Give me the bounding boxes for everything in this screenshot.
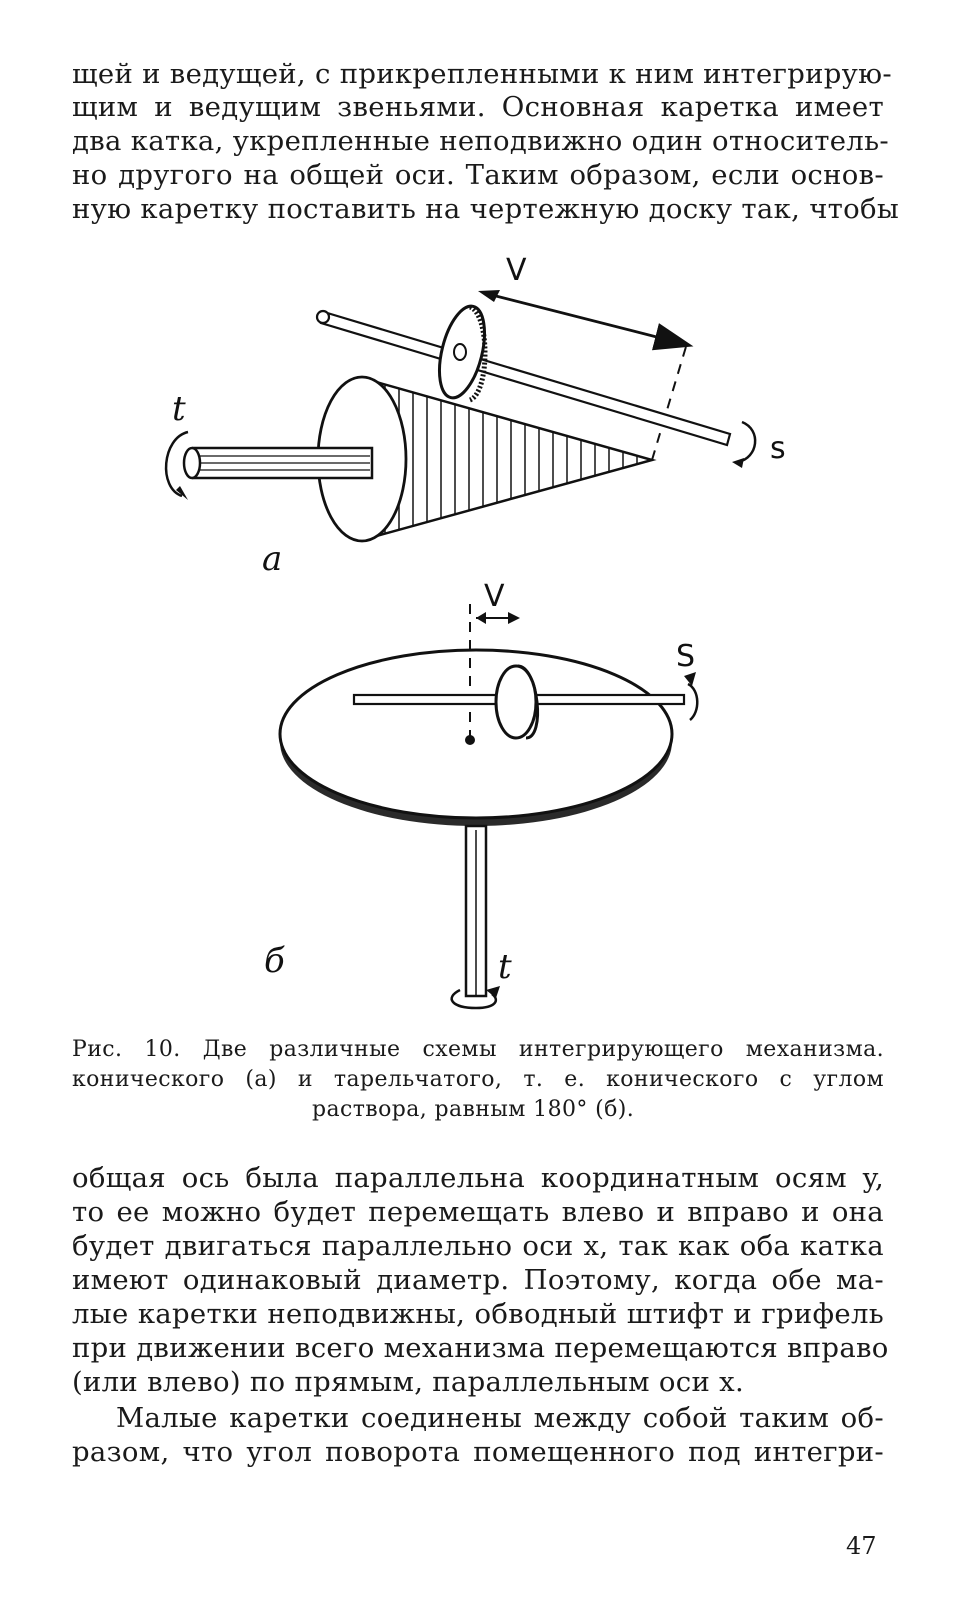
arrow-v-a bbox=[488, 294, 688, 345]
rotation-arrow-s bbox=[738, 422, 755, 462]
text-line: два катка, укрепленные неподвижно один относитель- bbox=[72, 125, 889, 157]
rotation-arrow-s-b bbox=[688, 684, 697, 720]
text-line: будет двигаться параллельно оси x, так как оба катка bbox=[72, 1230, 884, 1262]
plate-disk bbox=[280, 650, 672, 818]
text-line: щим и ведущим звеньями. Основная каретка имеет bbox=[72, 91, 884, 123]
label-t-b: t bbox=[498, 947, 512, 987]
diagram-a-conical bbox=[166, 253, 786, 579]
label-s-b: S bbox=[676, 639, 696, 674]
text-line: разом, что угол поворота помещенного под интегри- bbox=[72, 1436, 884, 1468]
page-number: 47 bbox=[846, 1532, 877, 1560]
caption-line: раствора, равным 180° (б). bbox=[312, 1097, 635, 1122]
label-v-b: V bbox=[484, 579, 505, 614]
text-line: (или влево) по прямым, параллельным оси x. bbox=[72, 1366, 744, 1398]
panel-label-a: а bbox=[262, 539, 283, 579]
label-t-a: t bbox=[172, 389, 186, 429]
text-line: но другого на общей оси. Таким образом, если основ- bbox=[72, 159, 884, 191]
text-line: щей и ведущей, с прикрепленными к ним интегрирую- bbox=[72, 58, 892, 90]
text-line: Малые каретки соединены между собой таким об- bbox=[116, 1402, 884, 1434]
text-line: при движении всего механизма перемещаются вправо bbox=[72, 1332, 889, 1364]
text-line: имеют одинаковый диаметр. Поэтому, когда обе ма- bbox=[72, 1264, 884, 1296]
caption-line: конического (а) и тарельчатого, т. е. конического с углом bbox=[72, 1067, 884, 1092]
caption-line: Рис. 10. Две различные схемы интегрирующего механизма. bbox=[72, 1037, 884, 1062]
label-s-a: s bbox=[770, 431, 786, 466]
diagram-b-plate bbox=[264, 579, 697, 1008]
text-line: ную каретку поставить на чертежную доску так, чтобы bbox=[72, 193, 900, 225]
text-line: то ее можно будет перемещать влево и вправо и она bbox=[72, 1196, 884, 1228]
integrating-wheel-b bbox=[496, 666, 536, 738]
panel-label-b: б bbox=[264, 941, 285, 981]
label-v-a: V bbox=[506, 253, 527, 288]
text-line: общая ось была параллельна координатным осям y, bbox=[72, 1162, 884, 1194]
text-line: лые каретки неподвижны, обводный штифт и грифель bbox=[72, 1298, 884, 1330]
dashed-guide bbox=[652, 340, 688, 460]
